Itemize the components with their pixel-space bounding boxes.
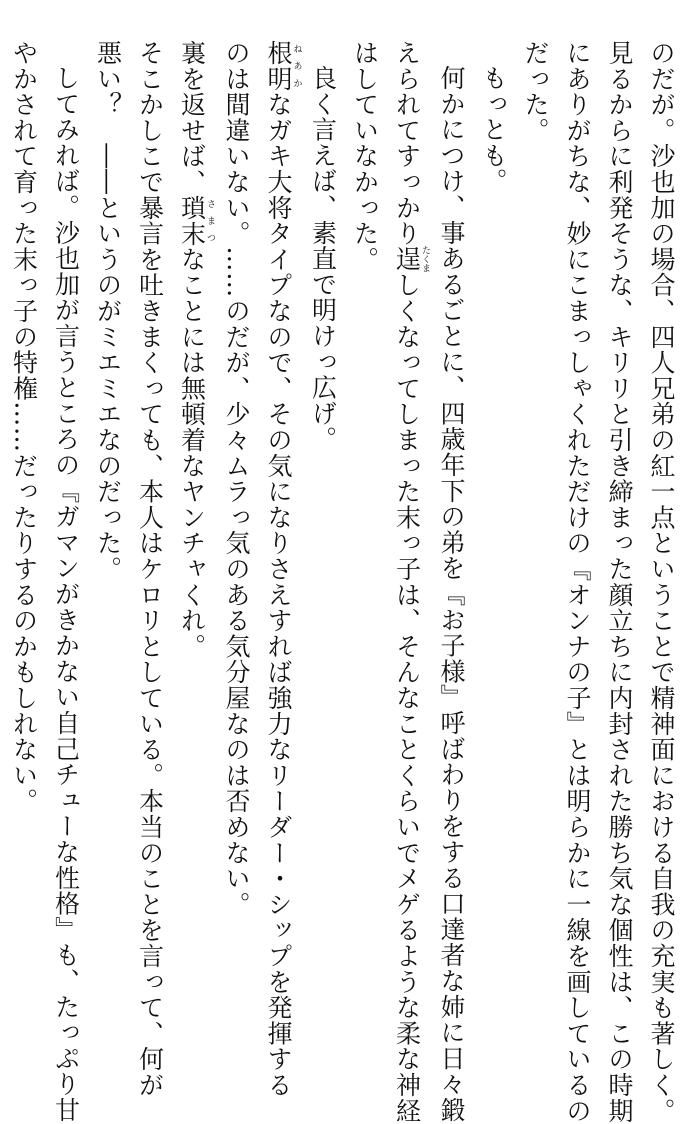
text-line: にありがちな、妙にこまっしゃくれただけの『オンナの子』とは明らかに一線を画しているの xyxy=(563,40,592,1124)
text-line: だった。 xyxy=(521,40,550,144)
ruby-reading: さまつ xyxy=(205,194,215,247)
ruby-annotation xyxy=(264,40,302,92)
text-line: そこかしこで暴言を吐きまくっても、本人はケロリとしている。本当のことを言って、何が xyxy=(135,40,165,1098)
ruby-annotation xyxy=(177,194,215,247)
text-line-with-ruby xyxy=(171,40,216,985)
text-segment: 裏を返せば、 xyxy=(177,40,207,195)
text-segment: なガキ大将タイプなので、その気になりさえすれば強力なリーダー・シップを発揮する xyxy=(264,91,293,1098)
ruby-reading: ねあか xyxy=(291,40,302,92)
text-line: 見るからに利発そうな、キリリと引き締まった顔立ちに内封された勝ち気な個性は、この時期 xyxy=(605,40,634,1124)
text-line: もっとも。 xyxy=(479,65,508,194)
text-line: 悪い？ ――というのがミエミエなのだった。 xyxy=(93,40,123,582)
text-line: のは間違いない。……のだが、少々ムラっ気のある気分屋なのは否めない。 xyxy=(222,40,251,918)
text-line: 良く言えば、素直で明けっ広げ。 xyxy=(308,65,338,452)
text-line: してみれば。沙也加が言うところの『ガマンがきかない自己チューな性格』も、たっぷり甘 xyxy=(51,65,81,1123)
ruby-annotation xyxy=(392,245,430,273)
text-line: のだが。沙也加の場合、四人兄弟の紅一点ということで精神面における自我の充実も著しく。 xyxy=(647,40,676,1124)
text-segment: えられてすっかり xyxy=(392,40,422,247)
text-line: 何かにつけ、事あるごとに、四歳年下の弟を『お子様』呼ばわりをする口達者な姉に日々鍛 xyxy=(437,65,466,1123)
text-segment: しくなってしまった末っ子は、そんなことくらいでメゲるような柔な神経 xyxy=(392,272,422,1124)
text-line: はしていなかった。 xyxy=(350,40,380,273)
text-line-with-ruby xyxy=(386,40,431,1124)
ruby-base: 瑣末 xyxy=(177,194,207,247)
ruby-base: 逞 xyxy=(392,245,422,273)
text-segment: なことには無頓着なヤンチャくれ。 xyxy=(177,246,207,660)
text-line: やかされて育った末っ子の特権……だったりするのかもしれない。 xyxy=(9,40,39,814)
vertical-text-body xyxy=(9,40,682,1124)
ruby-reading: たくま xyxy=(420,245,430,273)
ruby-base: 根明 xyxy=(264,40,293,92)
text-line-with-ruby xyxy=(257,40,302,1098)
